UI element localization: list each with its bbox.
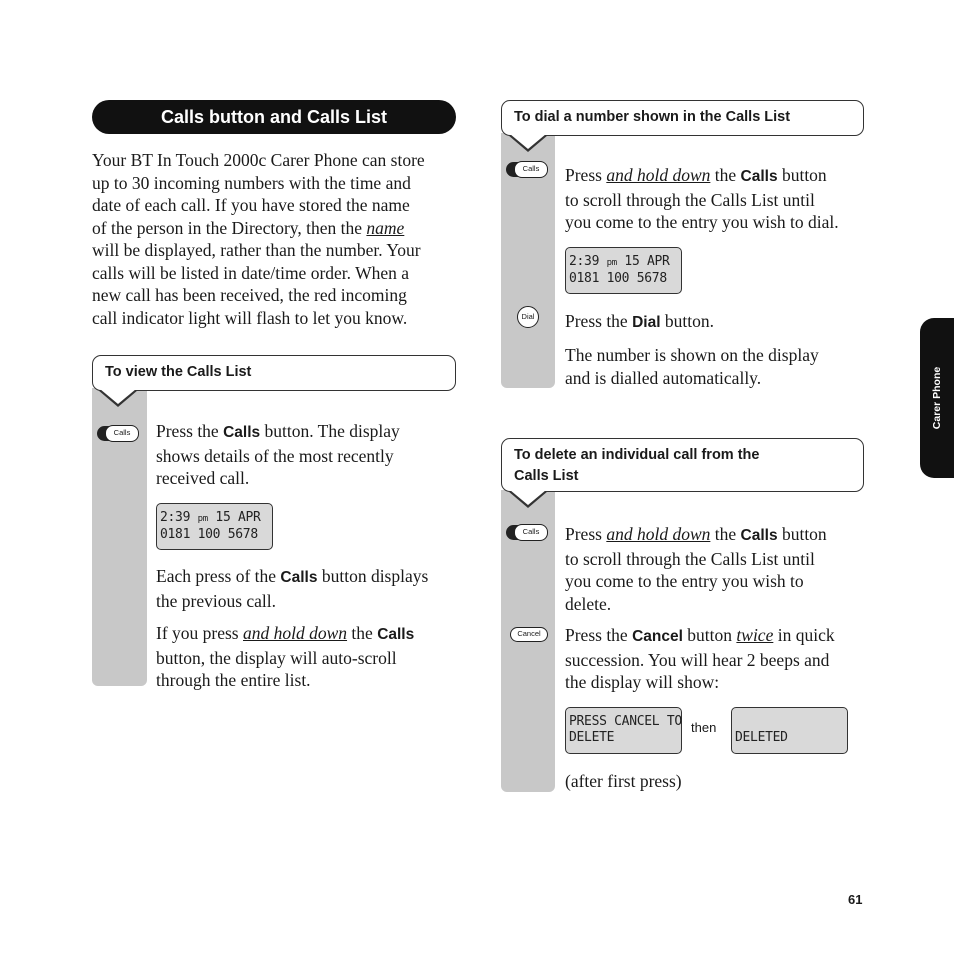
section-heading: Calls button and Calls List xyxy=(92,100,456,134)
calls-button-label: Calls xyxy=(514,161,548,178)
intro-line: call indicator light will flash to let you know. xyxy=(92,307,408,328)
cancel-button: Cancel xyxy=(510,627,548,642)
side-tab-label: Carer Phone xyxy=(931,366,943,430)
calls-button xyxy=(506,524,548,541)
intro-line: Your BT In Touch 2000c Carer Phone can store xyxy=(92,150,425,170)
calls-button xyxy=(97,425,139,442)
intro-line: up to 30 incoming numbers with the time and xyxy=(92,172,411,193)
intro-line: date of each call. If you have stored the name xyxy=(92,195,410,215)
view-calls-box xyxy=(92,355,456,391)
delete-box-title-line: Calls List xyxy=(514,468,579,484)
intro-line: new call has been received, the red incoming xyxy=(92,285,407,305)
calls-button xyxy=(506,161,548,178)
view-step2: Each press of the Calls button displays the previous call. xyxy=(156,566,429,611)
dial-step1: Press and hold down the Calls button to scroll through the Calls List until you come to the entry you wish to dial. xyxy=(565,165,839,232)
dial-button: Dial xyxy=(517,306,539,328)
box-pointer xyxy=(508,491,548,508)
delete-step2: Press the Cancel button twice in quick succession. You will hear 2 beeps and the display will show: xyxy=(565,625,835,692)
then-label: then xyxy=(691,720,717,735)
box-pointer xyxy=(98,390,138,407)
lcd-display: 2:39 pm 15 APR 0181 100 5678 xyxy=(156,503,273,550)
calls-button-label: Calls xyxy=(514,524,548,541)
delete-box xyxy=(501,438,864,492)
dial-box xyxy=(501,100,864,136)
lcd-display-deleted: DELETED xyxy=(731,707,848,754)
intro-paragraph xyxy=(92,149,462,329)
page-number: 61 xyxy=(848,892,863,907)
box-pointer xyxy=(508,135,548,152)
intro-line: of the person in the Directory, then the name xyxy=(92,217,405,238)
view-step3: If you press and hold down the Calls button, the display will auto-scroll through the entire list. xyxy=(156,623,415,690)
calls-button-label: Calls xyxy=(105,425,139,442)
intro-line: will be displayed, rather than the number. Your xyxy=(92,240,421,260)
view-calls-box-title: To view the Calls List xyxy=(105,364,252,380)
name-emphasis: name xyxy=(366,217,405,238)
lcd-display-prompt: PRESS CANCEL TO DELETE xyxy=(565,707,682,754)
side-tab xyxy=(920,318,954,478)
delete-step1: Press and hold down the Calls button to scroll through the Calls List until you come to the entry you wish to delete. xyxy=(565,524,827,614)
view-step1: Press the Calls button. The display shows details of the most recently received call. xyxy=(156,421,400,488)
delete-box-title-line: To delete an individual call from the xyxy=(514,447,760,463)
after-note: (after first press) xyxy=(565,771,682,791)
intro-line: calls will be listed in date/time order. When a xyxy=(92,262,410,283)
dial-step3: The number is shown on the display and is dialled automatically. xyxy=(565,345,819,388)
dial-step2: Press the Dial button. xyxy=(565,311,714,331)
dial-box-title: To dial a number shown in the Calls List xyxy=(514,109,791,125)
lcd-display: 2:39 pm 15 APR 0181 100 5678 xyxy=(565,247,682,294)
